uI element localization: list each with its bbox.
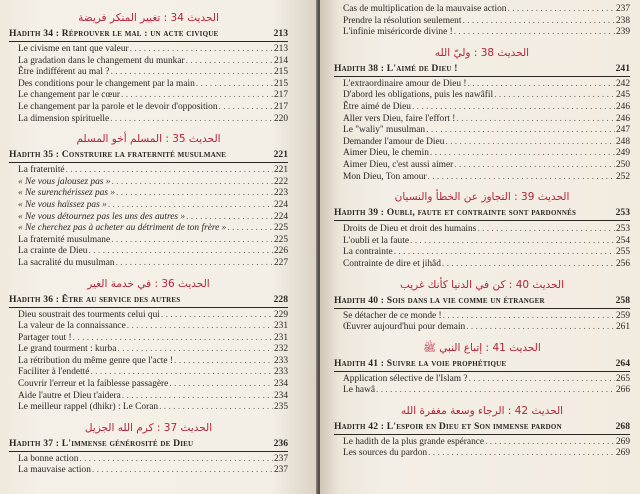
- toc-entry-text: L'oubli et la faute: [343, 235, 409, 246]
- toc-entry-page: 221: [273, 165, 288, 176]
- toc-entry[interactable]: [334, 224, 630, 236]
- toc-entry-page: 269: [615, 448, 630, 459]
- toc-entry-text: La crainte de Dieu: [18, 246, 88, 257]
- arabic-heading: الحديث 42 : الرجاء وسعة مغفرة الله: [400, 404, 564, 417]
- leader-dots: [117, 344, 273, 356]
- toc-entry[interactable]: [334, 4, 630, 16]
- toc-entry-page: 233: [273, 355, 288, 366]
- leader-dots: [92, 465, 273, 477]
- arabic-heading: الحديث 40 : كن في الدنيا كأنك غريب: [399, 278, 565, 291]
- leader-dots: [508, 4, 615, 16]
- toc-entry-page: 217: [273, 90, 288, 101]
- hadith-heading[interactable]: [9, 149, 288, 163]
- toc-section-hadith-35: [9, 133, 288, 269]
- toc-entry-page: 233: [273, 367, 288, 378]
- hadith-page-number: 241: [615, 62, 630, 74]
- leader-dots: [443, 311, 615, 323]
- toc-entry-page: 215: [273, 78, 288, 89]
- left-page: [0, 0, 318, 494]
- leader-dots: [485, 437, 615, 449]
- hadith-page-number: 228: [273, 293, 288, 305]
- toc-entry-text: Aimer Dieu, le chemin: [343, 148, 429, 159]
- toc-entry-page: 234: [273, 379, 288, 390]
- hadith-page-number: 268: [615, 420, 630, 432]
- toc-entry-text: Partager tout !: [18, 332, 72, 343]
- toc-section-hadith-38: [334, 47, 630, 183]
- toc-entry-text: D'abord les obligations, puis les nawâfil: [343, 90, 494, 101]
- toc-entry[interactable]: [9, 102, 288, 114]
- toc-entry[interactable]: [334, 148, 630, 160]
- leader-dots: [111, 177, 272, 189]
- toc-entry-page: 214: [273, 55, 288, 66]
- toc-entry-text: Application sélective de l'Islam ?: [343, 373, 468, 384]
- toc-entry[interactable]: [9, 188, 288, 200]
- toc-entry-text: Cas de multiplication de la mauvaise action: [343, 4, 507, 14]
- toc-entry-text: La fraternité: [18, 165, 65, 176]
- toc-entry[interactable]: [9, 114, 288, 126]
- leader-dots: [466, 322, 615, 334]
- toc-entry-text: La mauvaise action: [18, 465, 91, 476]
- leader-dots: [219, 102, 273, 114]
- toc-entry[interactable]: [334, 385, 630, 397]
- leader-dots: [394, 247, 615, 259]
- toc-entry[interactable]: [9, 177, 288, 189]
- leader-dots: [116, 188, 273, 200]
- toc-entry-text: Les sources du pardon: [343, 448, 428, 459]
- toc-entry-page: 224: [273, 199, 288, 210]
- hadith-title: Hadith 40 : Sois dans la vie comme un étranger: [334, 294, 545, 306]
- toc-entry-page: 269: [615, 436, 630, 447]
- leader-dots: [122, 391, 273, 403]
- toc-entry-page: 225: [273, 223, 288, 234]
- toc-entry-text: La fraternité musulmane: [18, 234, 111, 245]
- toc-entry-text: Contrainte de dire et jihâd: [343, 258, 441, 269]
- leader-dots: [174, 356, 273, 368]
- toc-entry-page: 222: [273, 176, 288, 187]
- toc-entry-page: 220: [273, 113, 288, 124]
- leader-dots: [116, 258, 273, 270]
- leader-dots: [110, 67, 272, 79]
- toc-entry[interactable]: [9, 333, 288, 345]
- arabic-heading: الحديث 36 : في خدمة الغير: [87, 277, 210, 290]
- toc-entry-page: 227: [273, 257, 288, 268]
- arabic-heading: الحديث 38 : وليّ الله: [434, 46, 530, 59]
- toc-entry-text: Le meilleur rappel (dhikr) : Le Coran: [18, 402, 159, 413]
- toc-entry-text: Le hadith de la plus grande espérance: [343, 436, 485, 447]
- toc-entry-page: 248: [615, 136, 630, 147]
- toc-entry-text: « Ne vous haïssez pas »: [18, 199, 107, 210]
- hadith-page-number: 258: [615, 294, 630, 306]
- leader-dots: [428, 172, 615, 184]
- toc-entry-text: Faciliter à l'endetté: [18, 367, 90, 378]
- arabic-heading: الحديث 39 : التجاوز عن الخطأ والنسيان: [394, 191, 570, 204]
- toc-entry-page: 237: [273, 465, 288, 476]
- toc-entry[interactable]: [334, 259, 630, 271]
- leader-dots: [454, 160, 615, 172]
- toc-entry-page: 252: [615, 171, 630, 182]
- toc-entry-text: Le civisme en tant que valeur: [18, 44, 129, 54]
- toc-entry-page: 266: [615, 385, 630, 396]
- toc-entry-text: Le "waliy" musulman: [343, 125, 426, 136]
- toc-entry[interactable]: [334, 137, 630, 149]
- toc-entry-page: 259: [615, 310, 630, 321]
- toc-entry[interactable]: [9, 165, 288, 177]
- toc-entry-page: 242: [615, 78, 630, 89]
- leader-dots: [159, 402, 273, 414]
- leader-dots: [73, 333, 273, 345]
- toc-entry-page: 247: [615, 125, 630, 136]
- toc-entry-text: Prendre la résolution seulement: [343, 15, 462, 26]
- toc-entry-page: 245: [615, 90, 630, 101]
- leader-dots: [456, 114, 615, 126]
- leader-dots: [161, 310, 273, 322]
- toc-entry-text: Dieu soustrait des tourments celui qui: [18, 309, 160, 320]
- toc-entry-text: Des conditions pour le changement par la main: [18, 78, 195, 89]
- toc-entry[interactable]: [334, 90, 630, 102]
- toc-entry[interactable]: [334, 27, 630, 39]
- hadith-title: Hadith 34 : Réprouver le mal : un acte civique: [9, 28, 219, 39]
- toc-entry[interactable]: [9, 379, 288, 391]
- hadith-title: Hadith 37 : L'immense générosité de Dieu: [9, 437, 194, 449]
- toc-entry-text: Aimer Dieu, c'est aussi aimer: [343, 159, 454, 170]
- toc-entry-text: Être aimé de Dieu: [343, 101, 411, 112]
- leader-dots: [430, 148, 615, 160]
- toc-entry-page: 246: [615, 101, 630, 112]
- toc-entry-page: 265: [615, 373, 630, 384]
- toc-entry-text: Se détacher de ce monde !: [343, 310, 442, 321]
- toc-entry-page: 215: [273, 67, 288, 78]
- toc-section-hadith-36: [9, 278, 288, 414]
- leader-dots: [462, 16, 614, 28]
- leader-dots: [494, 90, 615, 102]
- toc-entry-page: 224: [273, 211, 288, 222]
- toc-entry[interactable]: [334, 114, 630, 126]
- toc-entry-text: L'extraordinaire amour de Dieu !: [343, 78, 467, 89]
- toc-entry-page: 239: [615, 27, 630, 38]
- toc-entry[interactable]: [334, 79, 630, 91]
- hadith-title: Hadith 35 : Construire la fraternité musulmane: [9, 149, 227, 161]
- toc-continued-entries: [334, 4, 630, 39]
- toc-entry[interactable]: [334, 247, 630, 259]
- leader-dots: [66, 165, 273, 177]
- toc-entry-text: Droits de Dieu et droit des humains: [343, 224, 477, 235]
- toc-entry-text: Couvrir l'erreur et la faiblesse passagère: [18, 379, 169, 390]
- hadith-heading[interactable]: [9, 28, 288, 42]
- hadith-page-number: 221: [273, 149, 288, 161]
- toc-entry-page: 213: [273, 44, 288, 54]
- hadith-heading[interactable]: [334, 63, 630, 77]
- hadith-title: Hadith 39 : Oubli, faute et contrainte sont pardonnés: [334, 207, 577, 219]
- toc-entry-page: 238: [615, 15, 630, 26]
- leader-dots: [376, 385, 615, 397]
- toc-entry-page: 217: [273, 101, 288, 112]
- leader-dots: [186, 56, 273, 68]
- toc-entry[interactable]: [9, 56, 288, 68]
- toc-entry[interactable]: [334, 125, 630, 137]
- toc-section-hadith-39: [334, 191, 630, 270]
- toc-entry[interactable]: [334, 236, 630, 248]
- toc-entry[interactable]: [9, 402, 288, 414]
- toc-section-hadith-41: [334, 342, 630, 397]
- leader-dots: [469, 374, 615, 386]
- toc-entry-text: Demander l'amour de Dieu: [343, 136, 445, 147]
- toc-entry[interactable]: [9, 344, 288, 356]
- toc-entry-page: 254: [615, 235, 630, 246]
- toc-entry-page: 225: [273, 234, 288, 245]
- toc-entry-text: Aide l'autre et Dieu t'aidera: [18, 390, 121, 401]
- toc-entry-text: La bonne action: [18, 453, 79, 464]
- leader-dots: [442, 259, 615, 271]
- toc-entry[interactable]: [9, 310, 288, 322]
- toc-entry-text: Le hawâ: [343, 385, 376, 396]
- leader-dots: [428, 448, 615, 460]
- toc-entry[interactable]: [9, 454, 288, 466]
- toc-entry-page: 249: [615, 148, 630, 159]
- toc-entry[interactable]: [334, 102, 630, 114]
- toc-entry[interactable]: [9, 367, 288, 379]
- toc-entry[interactable]: [9, 391, 288, 403]
- leader-dots: [90, 367, 272, 379]
- leader-dots: [121, 90, 273, 102]
- right-page: [320, 0, 640, 494]
- leader-dots: [410, 236, 615, 248]
- arabic-heading: الحديث 41 : إتباع النبي ﷺ: [423, 341, 541, 354]
- toc-entry-page: 232: [273, 344, 288, 355]
- toc-entry-page: 255: [615, 247, 630, 258]
- toc-section-hadith-40: [334, 279, 630, 334]
- toc-entry-page: 256: [615, 258, 630, 269]
- leader-dots: [111, 235, 273, 247]
- toc-entry-page: 253: [615, 224, 630, 235]
- leader-dots: [127, 321, 273, 333]
- toc-entry-page: 234: [273, 390, 288, 401]
- toc-entry-text: « Ne cherchez pas à acheter au détriment de ton frère »: [18, 223, 227, 234]
- hadith-page-number: 264: [615, 357, 630, 369]
- toc-entry-page: 261: [615, 322, 630, 333]
- hadith-page-number: 236: [273, 437, 288, 449]
- toc-entry-page: 223: [273, 188, 288, 199]
- arabic-heading: الحديث 34 : تغيير المنكر فريضة: [78, 12, 219, 24]
- toc-entry-page: 235: [273, 402, 288, 413]
- toc-entry-page: 229: [273, 309, 288, 320]
- hadith-heading[interactable]: [334, 358, 630, 372]
- toc-entry[interactable]: [9, 465, 288, 477]
- toc-entry-text: Le changement par la parole et le devoir d'opposition: [18, 101, 218, 112]
- toc-section-hadith-37: [9, 422, 288, 477]
- leader-dots: [426, 125, 615, 137]
- leader-dots: [445, 137, 615, 149]
- toc-entry-text: Aller vers Dieu, faire l'effort !: [343, 113, 456, 124]
- toc-entry[interactable]: [334, 322, 630, 334]
- toc-entry-page: 226: [273, 246, 288, 257]
- leader-dots: [79, 454, 273, 466]
- hadith-heading[interactable]: [334, 207, 630, 221]
- leader-dots: [130, 44, 273, 56]
- toc-entry-text: La contrainte: [343, 247, 393, 258]
- leader-dots: [169, 379, 273, 391]
- toc-entry[interactable]: [334, 172, 630, 184]
- toc-entry-text: Œuvrer aujourd'hui pour demain: [343, 322, 466, 333]
- leader-dots: [196, 79, 273, 91]
- toc-entry-text: La sacralité du musulman: [18, 257, 115, 268]
- toc-entry[interactable]: [334, 374, 630, 386]
- toc-entry[interactable]: [9, 258, 288, 270]
- toc-entry-text: « Ne surenchérissez pas »: [18, 188, 116, 199]
- leader-dots: [477, 224, 615, 236]
- hadith-title: Hadith 42 : L'espoir en Dieu et Son immense pardon: [334, 420, 562, 432]
- toc-entry[interactable]: [9, 67, 288, 79]
- toc-entry-text: La valeur de la connaissance: [18, 321, 126, 332]
- hadith-heading[interactable]: [9, 294, 288, 308]
- hadith-heading[interactable]: [9, 438, 288, 452]
- hadith-title: Hadith 36 : Être au service des autres: [9, 293, 181, 305]
- leader-dots: [454, 27, 615, 39]
- hadith-title: Hadith 41 : Suivre la voie prophétique: [334, 357, 507, 369]
- toc-entry[interactable]: [9, 200, 288, 212]
- toc-entry[interactable]: [9, 321, 288, 333]
- toc-entry-text: Être indifférent au mal ?: [18, 67, 110, 78]
- leader-dots: [108, 200, 273, 212]
- toc-entry-page: 231: [273, 321, 288, 332]
- toc-entry[interactable]: [9, 79, 288, 91]
- toc-entry-page: 231: [273, 332, 288, 343]
- leader-dots: [412, 102, 615, 114]
- toc-entry-text: L'infinie miséricorde divine !: [343, 27, 453, 38]
- toc-entry-text: Le changement par le cœur: [18, 90, 121, 101]
- toc-section-hadith-42: [334, 405, 630, 460]
- toc-entry-text: La gradation dans le changement du munkar: [18, 55, 185, 66]
- leader-dots: [186, 212, 273, 224]
- toc-entry[interactable]: [9, 356, 288, 368]
- hadith-title: Hadith 38 : L'aimé de Dieu !: [334, 62, 458, 74]
- toc-entry-text: « Ne vous jalousez pas »: [18, 176, 111, 187]
- hadith-page-number: 253: [615, 207, 630, 219]
- leader-dots: [227, 223, 273, 235]
- hadith-page-number: 213: [273, 28, 288, 39]
- hadith-heading[interactable]: [334, 421, 630, 435]
- toc-entry[interactable]: [9, 235, 288, 247]
- toc-entry[interactable]: [9, 90, 288, 102]
- arabic-heading: الحديث 37 : كرم الله الجزيل: [84, 421, 213, 434]
- toc-entry-text: « Ne vous détournez pas les uns des autres »: [18, 211, 186, 222]
- toc-entry[interactable]: [9, 44, 288, 56]
- toc-entry-page: 250: [615, 159, 630, 170]
- toc-entry-text: La rétribution du même genre que l'acte !: [18, 355, 174, 366]
- toc-entry[interactable]: [9, 212, 288, 224]
- leader-dots: [110, 114, 273, 126]
- leader-dots: [89, 246, 273, 258]
- toc-entry[interactable]: [334, 311, 630, 323]
- toc-entry-text: Mon Dieu, Ton amour: [343, 171, 427, 182]
- toc-entry-page: 237: [615, 4, 630, 14]
- toc-entry-page: 237: [273, 453, 288, 464]
- arabic-heading: الحديث 35 : المسلم أخو المسلم: [76, 133, 221, 146]
- toc-entry[interactable]: [334, 16, 630, 28]
- toc-entry[interactable]: [334, 160, 630, 172]
- hadith-heading[interactable]: [334, 295, 630, 309]
- toc-entry-text: Le grand tourment : kurba: [18, 344, 117, 355]
- toc-entry[interactable]: [9, 223, 288, 235]
- toc-entry-text: La dimension spirituelle: [18, 113, 110, 124]
- leader-dots: [468, 79, 615, 91]
- toc-entry-page: 246: [615, 113, 630, 124]
- toc-entry[interactable]: [9, 246, 288, 258]
- toc-entry[interactable]: [334, 437, 630, 449]
- toc-section-hadith-34: [9, 12, 288, 125]
- toc-entry[interactable]: [334, 448, 630, 460]
